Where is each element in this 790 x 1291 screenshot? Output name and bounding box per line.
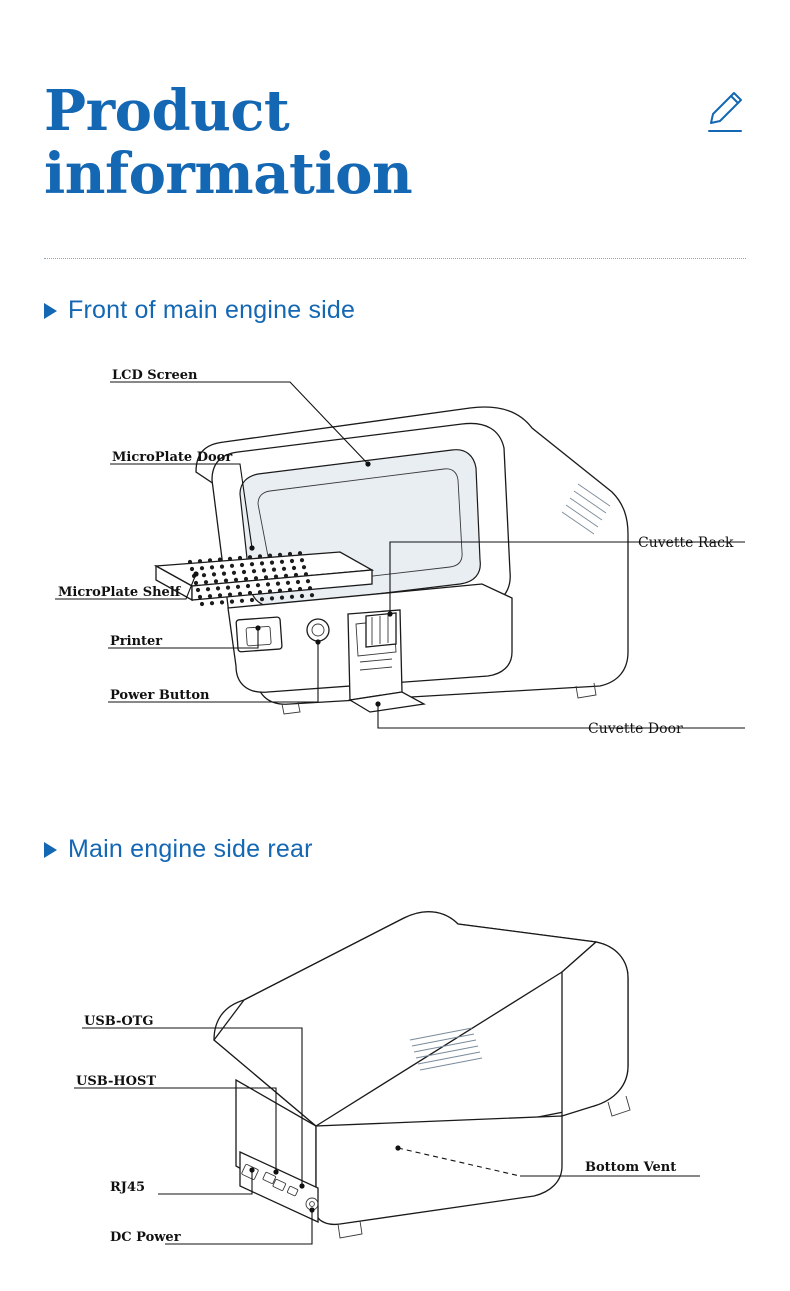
callout-rj45: RJ45	[110, 1180, 146, 1195]
section-heading-rear-label: Main engine side rear	[68, 835, 313, 863]
page-header	[44, 80, 746, 205]
page-title	[44, 80, 514, 205]
callout-dc-power: DC Power	[110, 1230, 181, 1245]
callout-microplate-door: MicroPlate Door	[112, 450, 233, 465]
figure-front-view	[0, 352, 790, 772]
section-heading-front	[44, 296, 355, 325]
page-title-line-1: Product	[44, 78, 290, 144]
callout-microplate-shelf: MicroPlate Shelf	[58, 585, 181, 600]
section-heading-front-label: Front of main engine side	[68, 296, 356, 324]
callout-usb-host: USB-HOST	[76, 1074, 157, 1089]
header-divider	[44, 258, 746, 259]
callout-cuvette-rack: Cuvette Rack	[638, 535, 734, 551]
triangle-right-icon	[44, 303, 57, 319]
callout-printer: Printer	[110, 634, 163, 649]
figure-rear-view	[0, 880, 790, 1270]
callout-cuvette-door: Cuvette Door	[588, 721, 683, 737]
callout-power-button: Power Button	[110, 688, 210, 703]
callout-usb-otg: USB-OTG	[84, 1014, 154, 1029]
page-title-line-2: information	[44, 140, 413, 207]
section-heading-rear	[44, 835, 313, 864]
callout-bottom-vent: Bottom Vent	[585, 1160, 677, 1175]
callout-lcd-screen: LCD Screen	[112, 368, 198, 383]
pencil-icon[interactable]	[704, 90, 746, 136]
triangle-right-icon	[44, 842, 57, 858]
